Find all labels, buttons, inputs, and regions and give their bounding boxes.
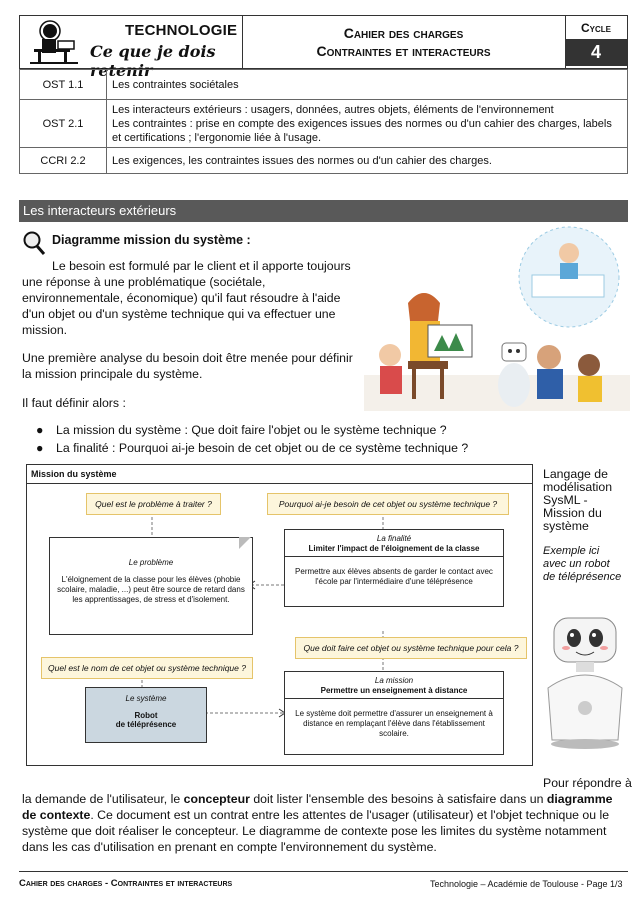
cycle-label: Cycle: [580, 21, 611, 35]
paragraph-define: Il faut définir alors :: [22, 396, 126, 410]
robot-illustration: [536, 612, 632, 752]
finality-box: [284, 529, 504, 607]
paragraph-need: Le besoin est formulé par le client et il apporte toujours une réponse à une problématique (sociétale, environnementale, économique) qu'il faut résoudre à l'aide d'un objet ou d'un système technique qui va effectuer une mission.: [22, 259, 351, 337]
closing-bold-context-diagram: diagramme de contexte: [22, 792, 613, 822]
section-title: Les interacteurs extérieurs: [19, 200, 628, 222]
logo-title: TECHNOLOGIE: [125, 22, 238, 39]
mission-box: [284, 671, 504, 755]
list-bullet: ●: [36, 423, 44, 437]
question-name: Quel est le nom de cet objet ou système technique ?: [41, 657, 253, 679]
reference-text: Les contraintes sociétales: [107, 70, 628, 100]
closing-lead: Pour répondre à: [543, 776, 632, 790]
system-label: Le système: [125, 694, 167, 703]
page-header: [19, 15, 628, 80]
table-row: [20, 148, 628, 174]
system-box: [85, 687, 207, 743]
question-what: Que doit faire cet objet ou système technique pour cela ?: [295, 637, 527, 659]
reference-text: [107, 100, 628, 148]
finality-title: Limiter l'impact de l'éloignement de la classe: [308, 544, 480, 553]
problem-box: [49, 537, 253, 635]
cycle-number: 4: [565, 39, 627, 66]
cycle-cell: [565, 16, 627, 68]
example-note: [543, 545, 633, 584]
header-title-cell: [242, 16, 566, 68]
reference-code: OST 1.1: [20, 70, 107, 100]
example-line: avec un robot: [543, 558, 610, 570]
table-row: [20, 70, 628, 100]
telepresence-classroom-illustration: [364, 225, 630, 413]
sysml-note-line: Mission du: [543, 506, 602, 520]
logo-subtitle: Ce que je dois retenir: [90, 42, 216, 80]
system-name-line-2: de téléprésence: [115, 720, 177, 729]
sysml-note-line: modélisation: [543, 480, 613, 494]
closing-text: la demande de l'utilisateur, le: [22, 792, 184, 806]
sysml-note-line: système: [543, 519, 589, 533]
reference-code: OST 2.1: [20, 100, 107, 148]
finality-label: La finalité: [376, 534, 412, 543]
problem-text: L'éloignement de la classe pour les élèves (phobie scolaire, maladie, ...) peut être source de retard dans les apprentissages, de stress et d'isolement.: [57, 575, 245, 604]
question-problem: Quel est le problème à traiter ?: [86, 493, 221, 515]
closing-bold-designer: concepteur: [183, 792, 250, 806]
bullet-mission: La mission du système : Que doit faire l'objet ou le système technique ?: [56, 423, 447, 437]
document-title-line-1: Cahier des charges: [343, 25, 464, 41]
table-row: [20, 100, 628, 148]
closing-text: . Ce document est un contrat entre les attentes de l'usager (utilisateur) et l'objet technique ou le système que doit réaliser le concepteur. Le diagramme de contexte pose les limites du système notamment dans les cas d'utilisation en prenant en compte l'environnement du système.: [22, 808, 610, 854]
paragraph-analysis: Une première analyse du besoin doit être menée pour définir la mission principale du système.: [22, 351, 353, 381]
example-line: Exemple ici: [543, 545, 600, 557]
reference-code: CCRI 2.2: [20, 148, 107, 174]
magnifier-icon: [22, 230, 46, 256]
footer-right: Technologie – Académie de Toulouse - Page 1/3: [430, 879, 623, 889]
list-bullet: ●: [36, 441, 44, 455]
sysml-note-line: SysML -: [543, 493, 588, 507]
reference-text: Les exigences, les contraintes issues des normes ou d'un cahier des charges.: [107, 148, 628, 174]
document-title-line-2: Contraintes et interacteurs: [316, 43, 491, 59]
system-name-line-1: Robot: [134, 711, 158, 720]
finality-text: Permettre aux élèves absents de garder le contact avec l'école par l'intermédiaire d'une téléprésence: [285, 556, 503, 587]
closing-text: doit lister l'ensemble des besoins à satisfaire dans un: [249, 792, 547, 806]
mission-title: Permettre un enseignement à distance: [320, 686, 468, 695]
reference-line: Les contraintes : prise en compte des exigences issues des normes ou d'un cahier des charges, labels et certifications ; l'ergonomie liée à l'usage.: [112, 117, 612, 144]
curriculum-reference-table: [19, 69, 628, 174]
question-why: Pourquoi ai-je besoin de cet objet ou système technique ?: [267, 493, 509, 515]
sysml-note-line: Langage de: [543, 467, 608, 481]
mission-text: Le système doit permettre d'assurer un enseignement à distance en remplaçant l'élève dans l'établissement scolaire.: [285, 698, 503, 739]
diagram-title: Mission du système: [31, 469, 117, 479]
subsection-title: Diagramme mission du système :: [52, 233, 251, 247]
mission-label: La mission: [374, 676, 414, 685]
problem-label: Le problème: [128, 558, 174, 567]
closing-paragraph: [22, 791, 630, 855]
header-logo-cell: [20, 16, 243, 80]
note-fold: [239, 537, 251, 549]
footer-divider: [19, 871, 628, 872]
mission-diagram: [26, 464, 533, 766]
document-title: [242, 24, 565, 60]
reference-line: Les interacteurs extérieurs : usagers, données, autres objets, éléments de l'environnement: [112, 103, 554, 116]
example-line: de téléprésence: [543, 571, 622, 583]
student-reading-icon: [28, 19, 84, 65]
sysml-note: [543, 468, 633, 584]
bullet-finality: La finalité : Pourquoi ai-je besoin de cet objet ou de ce système technique ?: [56, 441, 469, 455]
footer-left: Cahier des charges - Contraintes et interacteurs: [19, 878, 233, 889]
